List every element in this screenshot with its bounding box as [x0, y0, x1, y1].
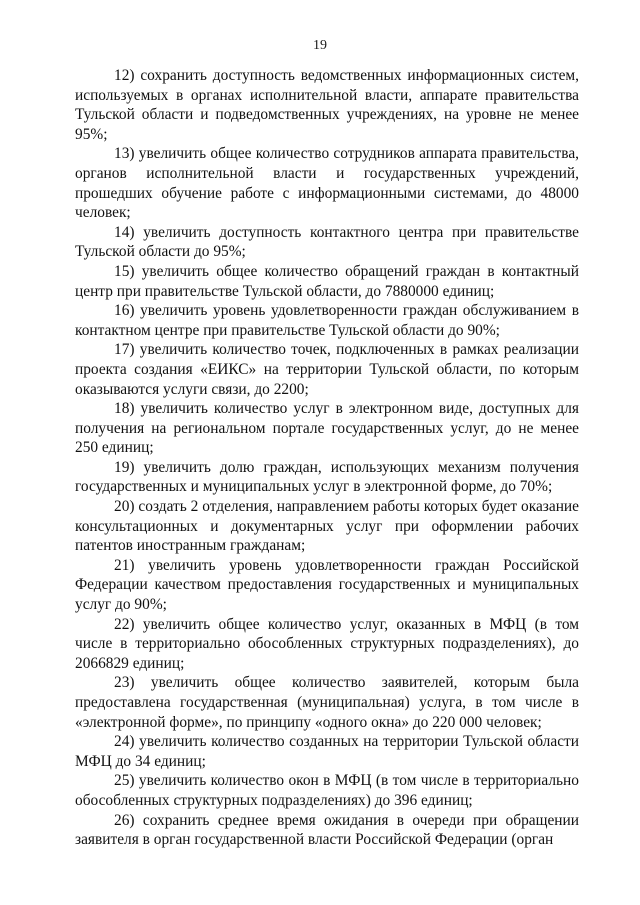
- list-item-16: 16) увеличить уровень удовлетворенности граждан обслуживанием в контактном центре при правительстве Тульской области до 90%;: [75, 302, 579, 339]
- list-item-19: 19) увеличить долю граждан, использующих механизм получения государственных и муниципальных услуг в электронной форме, до 70%;: [75, 458, 579, 496]
- page-number: 19: [313, 38, 327, 53]
- list-item-21: 21) увеличить уровень удовлетворенности граждан Российской Федерации качеством предоставления государственных и муниципальных услуг до 90%;: [75, 556, 579, 614]
- document-body: [75, 66, 579, 850]
- list-item-24: 24) увеличить количество созданных на территории Тульской области МФЦ до 34 единиц;: [75, 733, 579, 770]
- list-item-14: 14) увеличить доступность контактного центра при правительстве Тульской области до 95%;: [75, 223, 579, 261]
- list-item-15: 15) увеличить общее количество обращений граждан в контактный центр при правительстве Тульской области, до 7880000 единиц;: [75, 262, 579, 300]
- list-item-26: 26) сохранить среднее время ожидания в очереди при обращении заявителя в орган государственной власти Российской Федерации (орган: [75, 811, 579, 849]
- list-item-23: 23) увеличить общее количество заявителей, которым была предоставлена государственная (муниципальная) услуга, в том числе в «электронной форме», по принципу «одного окна» до 220 000 человек;: [75, 674, 579, 731]
- list-item-17: 17) увеличить количество точек, подключенных в рамках реализации проекта создания «ЕИКС» на территории Тульской области, по которым оказываются услуги связи, до 2200;: [75, 341, 579, 398]
- list-item-22: 22) увеличить общее количество услуг, оказанных в МФЦ (в том числе в территориально обособленных структурных подразделениях), до 2066829 единиц;: [75, 615, 579, 672]
- list-item-18: 18) увеличить количество услуг в электронном виде, доступных для получения на региональном портале государственных услуг, до не менее 250 единиц;: [75, 400, 579, 457]
- list-item-25: 25) увеличить количество окон в МФЦ (в том числе в территориально обособленных структурных подразделениях) до 396 единиц;: [75, 772, 579, 809]
- list-item-20: 20) создать 2 отделения, направлением работы которых будет оказание консультационных и документарных услуг при оформлении рабочих патентов иностранным гражданам;: [75, 498, 579, 555]
- list-item-13: 13) увеличить общее количество сотрудников аппарата правительства, органов исполнительной власти и государственных учреждений, прошедших обучение работе с информационными системами, до 48000 человек;: [75, 145, 579, 222]
- list-item-12: 12) сохранить доступность ведомственных информационных систем, используемых в органах исполнительной власти, аппарате правительства Тульской области и подведомственных учреждениях, на уровне не менее 95%;: [75, 67, 579, 143]
